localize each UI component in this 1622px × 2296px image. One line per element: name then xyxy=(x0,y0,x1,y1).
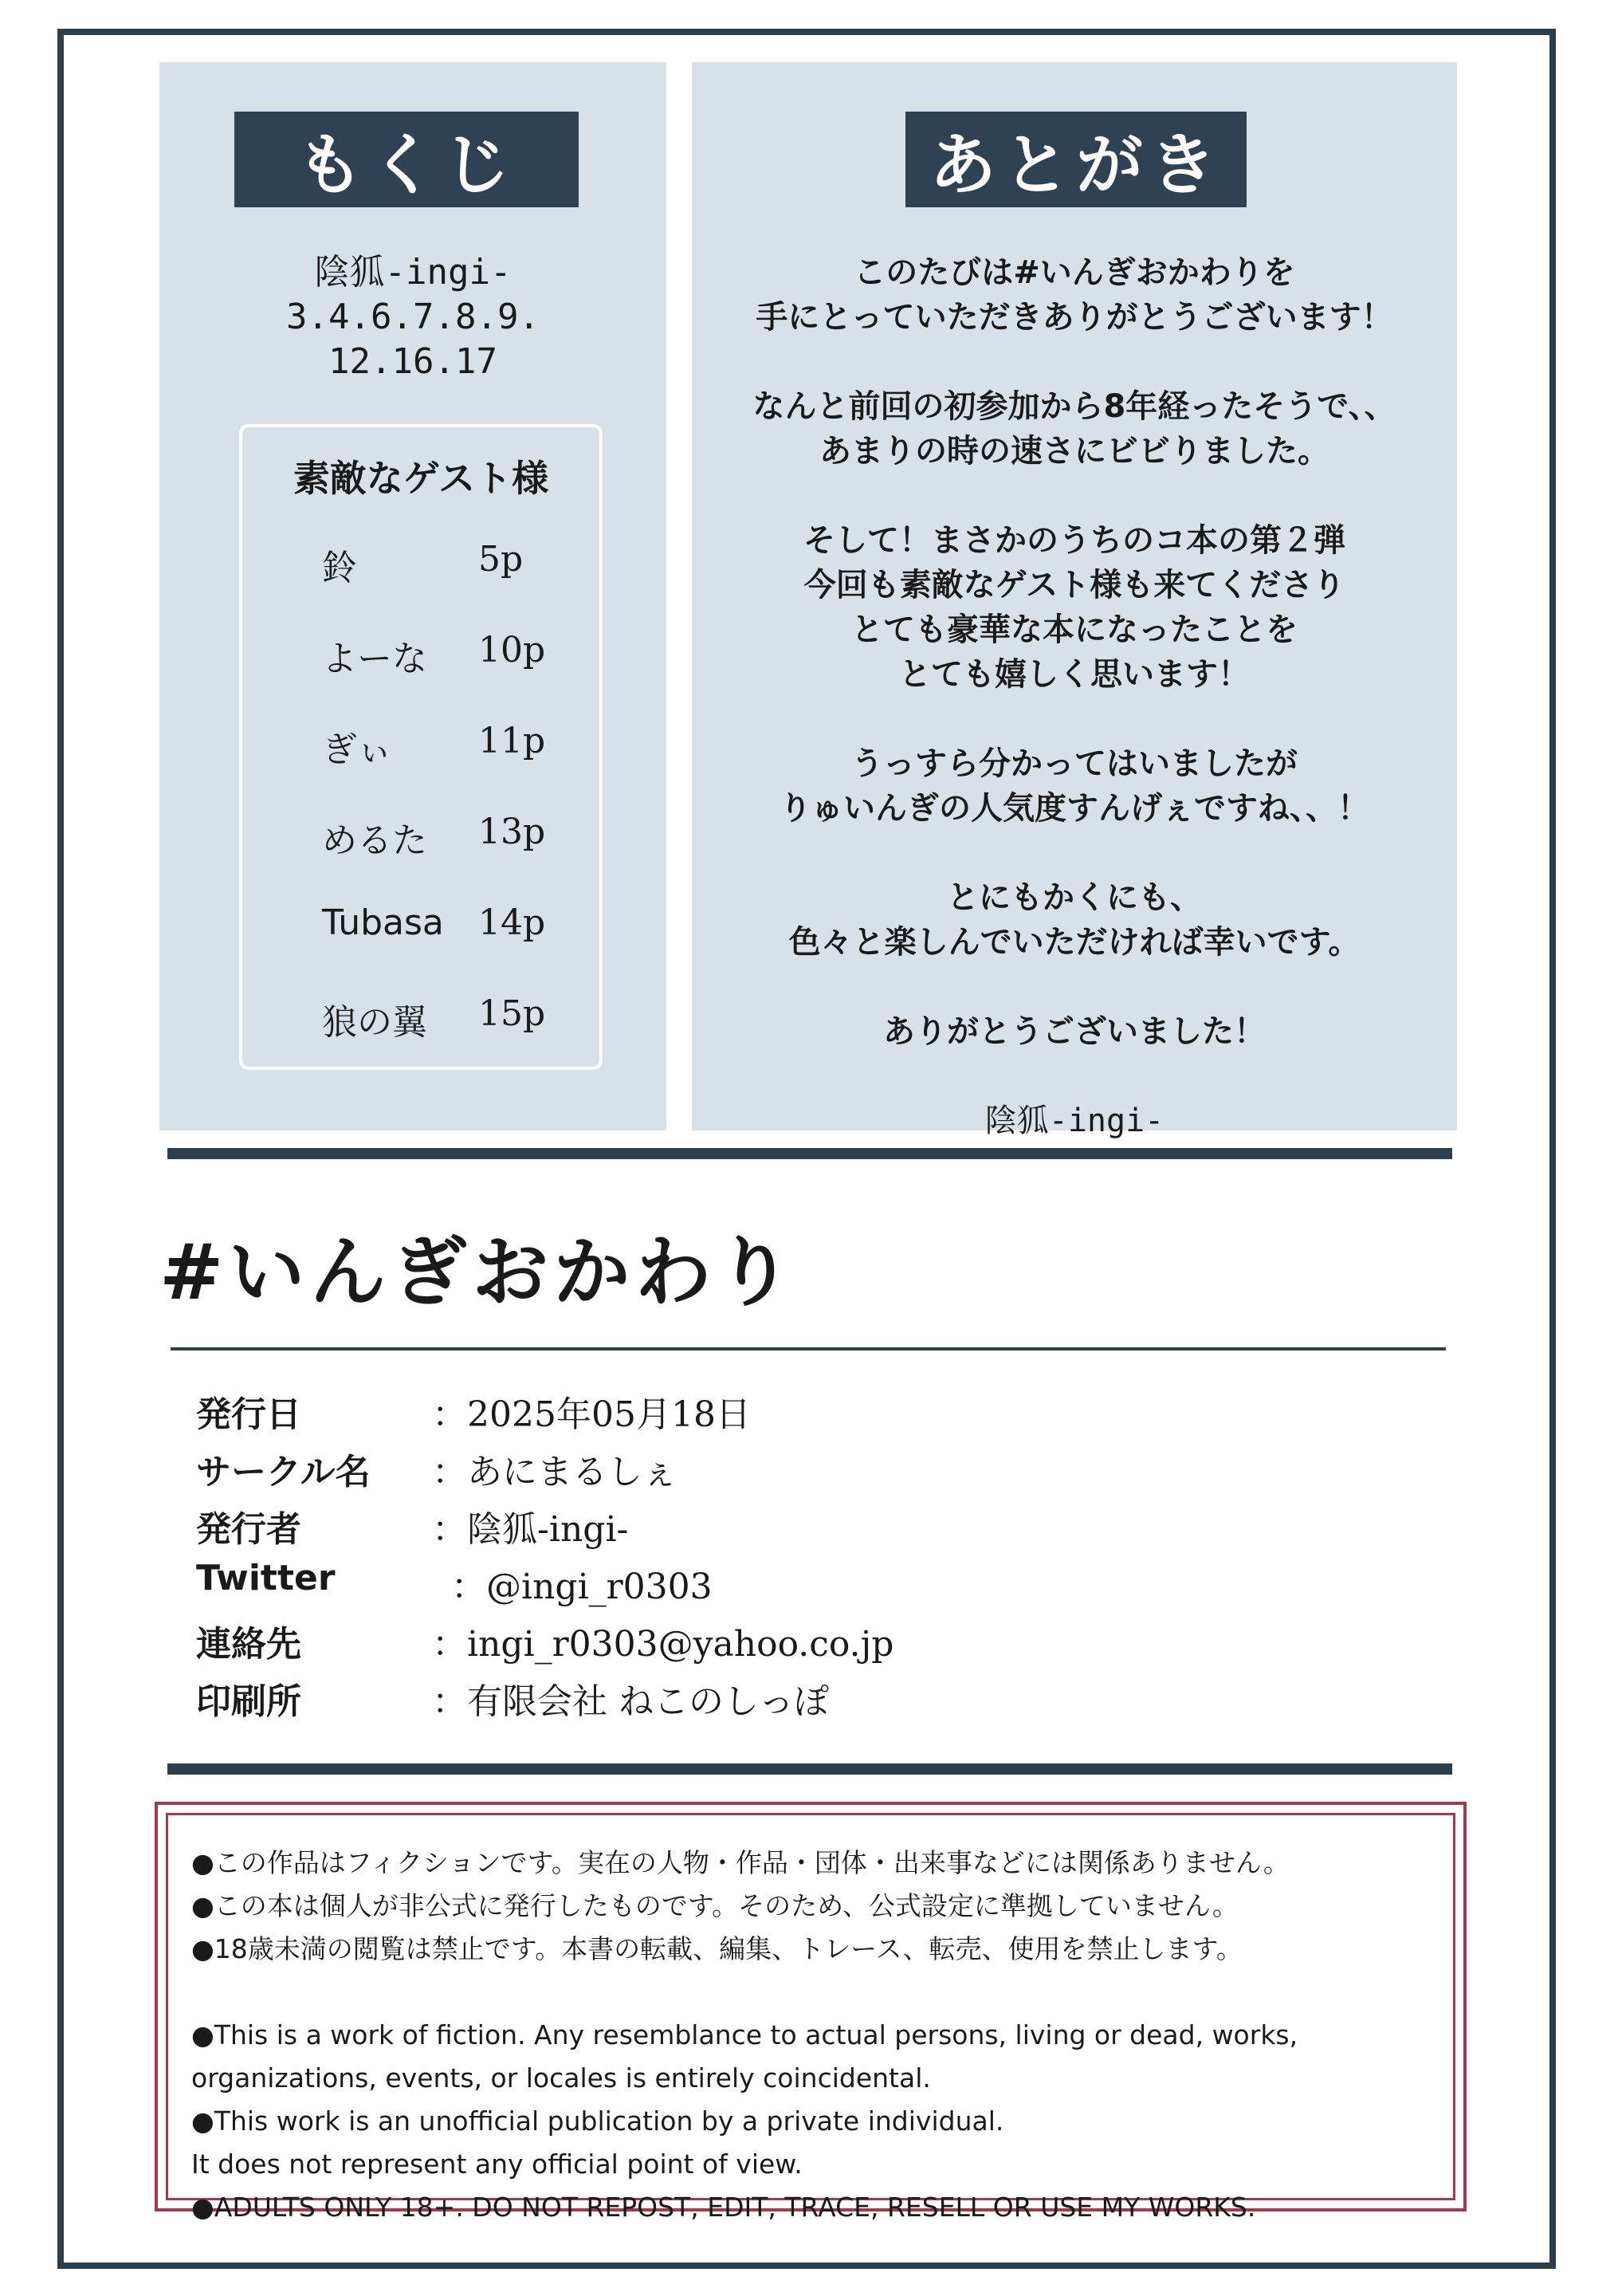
guest-list-title: 素敵なゲスト様 xyxy=(293,457,549,500)
afterword-line: なんと前回の初参加から8年経ったそうで、、 xyxy=(752,388,1396,425)
guest-page: 15p xyxy=(478,993,546,1034)
guest-name: 狼の翼 xyxy=(322,1002,427,1043)
guest-page: 14p xyxy=(478,902,546,943)
guest-name: ぎぃ xyxy=(322,729,392,770)
afterword-paragraph xyxy=(692,741,1457,831)
notice-line-jp: ●18歳未満の閲覧は禁止です。本書の転載、編集、トレース、転売、使用を禁止します。 xyxy=(191,1933,1243,1964)
toc-panel xyxy=(159,62,666,1130)
guest-page: 11p xyxy=(478,721,546,761)
notice-line-en: ●ADULTS ONLY 18+. DO NOT REPOST, EDIT, TRACE, RESELL OR USE MY WORKS. xyxy=(191,2192,1256,2223)
book-title: #いんぎおかわり xyxy=(159,1228,798,1317)
notice-box xyxy=(155,1802,1467,2223)
afterword-line: あまりの時の速さにビビりました。 xyxy=(819,433,1329,470)
divider-top xyxy=(167,1148,1452,1159)
colophon-value: ：ingi_r0303@yahoo.co.jp xyxy=(432,1624,894,1665)
toc-author-name: 陰狐-ingi- xyxy=(314,252,512,293)
toc-heading: もくじ xyxy=(234,112,579,207)
notice-spacer xyxy=(191,1971,1298,2014)
notice-line-en: It does not represent any official point of view. xyxy=(191,2149,803,2180)
afterword-line: とても豪華な本になったことを xyxy=(851,611,1298,648)
colophon-value: ：あにまるしぇ xyxy=(432,1452,677,1492)
colophon-value: ：有限会社 ねこのしっぽ xyxy=(432,1681,829,1722)
toc-author-block xyxy=(159,250,666,384)
notice-line-jp: ●この作品はフィクションです。実在の人物・作品・団体・出来事などには関係ありません。 xyxy=(191,1847,1290,1878)
afterword-paragraph xyxy=(692,875,1457,965)
guest-name: めるた xyxy=(322,820,427,861)
notice-line-en: ●This is a work of fiction. Any resemblance to actual persons, living or dead, works, xyxy=(191,2019,1298,2050)
guest-name: 鈴 xyxy=(322,548,357,588)
notice-text xyxy=(191,1842,1298,2229)
guest-page: 13p xyxy=(478,812,546,852)
afterword-line: とにもかくにも、 xyxy=(947,879,1202,916)
guest-row xyxy=(242,812,599,859)
divider-title xyxy=(171,1347,1446,1350)
colophon-label: Twitter xyxy=(196,1558,336,1598)
guest-name: よーな xyxy=(322,639,427,679)
notice-line-en: organizations, events, or locales is entirely coincidental. xyxy=(191,2062,931,2094)
notice-line-jp: ●この本は個人が非公式に発行したものです。そのため、公式設定に準拠していません。 xyxy=(191,1890,1239,1921)
toc-author-pages-1: 3.4.6.7.8.9. xyxy=(286,297,540,337)
guest-list-box xyxy=(239,424,603,1070)
toc-author-pages-2: 12.16.17 xyxy=(328,341,497,382)
colophon-label: 発行日 xyxy=(196,1394,301,1435)
afterword-paragraph xyxy=(692,1009,1457,1054)
afterword-line: 今回も素敵なゲスト様も来てくださり xyxy=(803,567,1345,603)
afterword-line: うっすら分かってはいましたが xyxy=(851,745,1298,782)
colophon-label: 発行者 xyxy=(196,1509,301,1550)
guest-row xyxy=(242,539,599,587)
guest-name: Tubasa xyxy=(322,902,444,943)
afterword-paragraph xyxy=(692,518,1457,697)
guest-row xyxy=(242,721,599,769)
afterword-panel xyxy=(692,62,1457,1139)
colophon-label: サークル名 xyxy=(196,1452,371,1492)
guest-row xyxy=(242,993,599,1041)
afterword-heading: あとがき xyxy=(905,112,1247,207)
colophon-label: 連絡先 xyxy=(196,1624,301,1665)
afterword-line: ありがとうございました！ xyxy=(883,1013,1266,1050)
afterword-signature: 陰狐-ingi- xyxy=(984,1103,1164,1139)
colophon-value: ：陰狐-ingi- xyxy=(432,1509,629,1550)
guest-page: 10p xyxy=(478,630,546,670)
afterword-line: そして！まさかのうちのコ本の第２弾 xyxy=(803,522,1345,559)
guest-row xyxy=(242,902,599,950)
notice-line-en: ●This work is an unofficial publication by a private individual. xyxy=(191,2105,1004,2137)
afterword-line: りゅいんぎの人気度すんげぇですね、、！ xyxy=(780,790,1369,827)
divider-bottom xyxy=(167,1763,1452,1775)
afterword-line: 手にとっていただきありがとうございます！ xyxy=(756,299,1393,336)
afterword-paragraph xyxy=(692,250,1457,340)
afterword-text xyxy=(692,250,1457,1188)
afterword-paragraph xyxy=(692,384,1457,474)
guest-row xyxy=(242,630,599,678)
afterword-line: 色々と楽しんでいただければ幸いです。 xyxy=(788,924,1361,961)
guest-page: 5p xyxy=(478,539,524,580)
colophon-value: ：@ingi_r0303 xyxy=(451,1567,713,1607)
colophon-value: ：2025年05月18日 xyxy=(432,1394,751,1435)
colophon-label: 印刷所 xyxy=(196,1681,301,1722)
afterword-line: とても嬉しく思います！ xyxy=(899,656,1250,693)
afterword-line: このたびは#いんぎおかわりを xyxy=(854,254,1295,291)
